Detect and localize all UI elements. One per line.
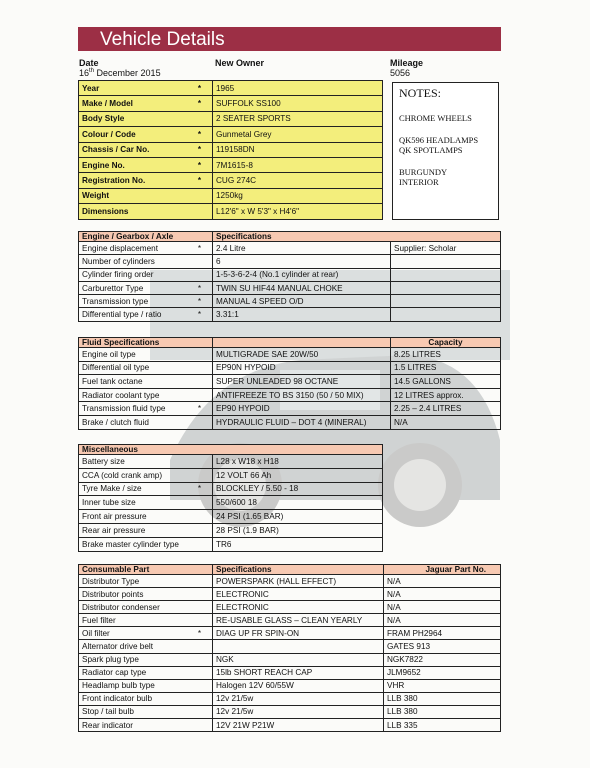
field-label: Engine No. * xyxy=(79,157,213,172)
part-number: N/A xyxy=(384,601,501,614)
misc-label: Brake master cylinder type xyxy=(79,537,213,551)
table-row xyxy=(79,388,501,402)
table-row xyxy=(79,666,501,679)
fluid-label: Engine oil type xyxy=(79,348,213,362)
spec-label: Carburettor Type * xyxy=(79,281,213,294)
part-spec: ELECTRONIC xyxy=(213,601,384,614)
misc-label: Tyre Make / size * xyxy=(79,482,213,496)
vehicle-identity-table xyxy=(78,80,383,220)
consumables-table xyxy=(78,564,501,732)
field-value: L12'6" x W 5'3" x H4'6" xyxy=(213,204,383,219)
note-line: BURGUNDY xyxy=(399,167,448,177)
fluid-spec: SUPER UNLEADED 98 OCTANE xyxy=(213,375,391,389)
spec-extra xyxy=(391,308,501,321)
part-number: GATES 913 xyxy=(384,640,501,653)
part-label: Oil filter * xyxy=(79,627,213,640)
table-row xyxy=(79,157,383,172)
table-row xyxy=(79,537,383,551)
field-value: 1965 xyxy=(213,81,383,96)
field-label: Chassis / Car No. * xyxy=(79,142,213,157)
required-mark: * xyxy=(197,99,201,109)
table-row xyxy=(79,81,383,96)
fluid-capacity: 8.25 LITRES xyxy=(391,348,501,362)
part-label: Rear indicator xyxy=(79,719,213,732)
part-label: Radiator cap type xyxy=(79,666,213,679)
spec-extra xyxy=(391,281,501,294)
field-label: Dimensions xyxy=(79,204,213,219)
note-line: CHROME WHEELS xyxy=(399,113,472,123)
misc-value: TR6 xyxy=(213,537,383,551)
note-line: QK SPOTLAMPS xyxy=(399,145,463,155)
table-row xyxy=(79,96,383,111)
fluid-spec: EP90 HYPOID xyxy=(213,402,391,416)
table-row xyxy=(79,627,501,640)
part-label: Spark plug type xyxy=(79,653,213,666)
spec-label: Differential type / ratio * xyxy=(79,308,213,321)
misc-value: BLOCKLEY / 5.50 - 18 xyxy=(213,482,383,496)
field-label: Body Style xyxy=(79,111,213,126)
fluid-label: Brake / clutch fluid xyxy=(79,415,213,429)
title-banner xyxy=(78,27,501,51)
part-number: NGK7822 xyxy=(384,653,501,666)
fluid-spec: ANTIFREEZE TO BS 3150 (50 / 50 MIX) xyxy=(213,388,391,402)
misc-value: 550/600 18 xyxy=(213,496,383,510)
misc-table xyxy=(78,444,383,552)
mileage-label: Mileage xyxy=(390,58,424,68)
table-row xyxy=(79,679,501,692)
misc-label: Rear air pressure xyxy=(79,523,213,537)
date-label: Date xyxy=(79,58,99,68)
part-number: LLB 380 xyxy=(384,692,501,705)
table-row xyxy=(79,455,383,469)
engine-head: Engine / Gearbox / Axle xyxy=(79,232,213,242)
table-row xyxy=(79,204,383,219)
consumables-spec-head: Specifications xyxy=(213,565,384,575)
consumables-part-head: Jaguar Part No. xyxy=(384,565,501,575)
spec-extra: Supplier: Scholar xyxy=(391,242,501,255)
part-spec xyxy=(213,640,384,653)
part-spec: 15lb SHORT REACH CAP xyxy=(213,666,384,679)
table-row xyxy=(79,127,383,142)
table-row xyxy=(79,255,501,268)
part-label: Stop / tail bulb xyxy=(79,705,213,718)
part-label: Distributor condenser xyxy=(79,601,213,614)
table-row xyxy=(79,468,383,482)
required-mark: * xyxy=(197,283,201,293)
table-row xyxy=(79,348,501,362)
field-value: 7M1615-8 xyxy=(213,157,383,172)
field-label: Registration No. * xyxy=(79,173,213,188)
notes-box xyxy=(392,82,499,220)
new-owner-label: New Owner xyxy=(215,58,265,68)
fluids-table xyxy=(78,337,501,430)
part-number: LLB 380 xyxy=(384,705,501,718)
part-label: Distributor points xyxy=(79,588,213,601)
note-line: QK596 HEADLAMPS xyxy=(399,135,479,145)
spec-label: Transmission type * xyxy=(79,295,213,308)
required-mark: * xyxy=(197,160,201,170)
field-value: 1250kg xyxy=(213,188,383,203)
misc-value: L28 x W18 x H18 xyxy=(213,455,383,469)
spec-value: 1-5-3-6-2-4 (No.1 cylinder at rear) xyxy=(213,268,391,281)
spec-label: Number of cylinders xyxy=(79,255,213,268)
fluid-spec: MULTIGRADE SAE 20W/50 xyxy=(213,348,391,362)
table-row xyxy=(79,575,501,588)
misc-value: 24 PSI (1.65 BAR) xyxy=(213,510,383,524)
field-label: Year * xyxy=(79,81,213,96)
table-row xyxy=(79,375,501,389)
part-label: Distributor Type xyxy=(79,575,213,588)
part-spec: DIAG UP FR SPIN-ON xyxy=(213,627,384,640)
part-number: N/A xyxy=(384,575,501,588)
field-value: CUG 274C xyxy=(213,173,383,188)
misc-value: 12 VOLT 66 Ah xyxy=(213,468,383,482)
required-mark: * xyxy=(197,129,201,139)
fluids-head: Fluid Specifications xyxy=(79,338,213,348)
fluid-spec: EP90N HYPOID xyxy=(213,361,391,375)
table-row xyxy=(79,268,501,281)
part-spec: NGK xyxy=(213,653,384,666)
part-number: N/A xyxy=(384,588,501,601)
table-row xyxy=(79,614,501,627)
field-value: SUFFOLK SS100 xyxy=(213,96,383,111)
required-mark: * xyxy=(197,310,201,320)
table-row xyxy=(79,588,501,601)
spec-value: 2.4 Litre xyxy=(213,242,391,255)
field-label: Colour / Code * xyxy=(79,127,213,142)
part-label: Headlamp bulb type xyxy=(79,679,213,692)
field-value: 2 SEATER SPORTS xyxy=(213,111,383,126)
part-spec: Halogen 12V 60/55W xyxy=(213,679,384,692)
fluids-capacity-head: Capacity xyxy=(391,338,501,348)
part-spec: 12V 21W P21W xyxy=(213,719,384,732)
fluid-label: Fuel tank octane xyxy=(79,375,213,389)
field-value: 119158DN xyxy=(213,142,383,157)
table-row xyxy=(79,173,383,188)
table-row xyxy=(79,692,501,705)
required-mark: * xyxy=(197,484,201,494)
fluid-capacity: N/A xyxy=(391,415,501,429)
notes-title: NOTES: xyxy=(399,86,441,100)
required-mark: * xyxy=(197,83,201,93)
part-spec: RE-USABLE GLASS – CLEAN YEARLY xyxy=(213,614,384,627)
part-number: FRAM PH2964 xyxy=(384,627,501,640)
part-number: LLB 335 xyxy=(384,719,501,732)
consumables-head: Consumable Part xyxy=(79,565,213,575)
table-row xyxy=(79,653,501,666)
part-label: Front indicator bulb xyxy=(79,692,213,705)
table-row xyxy=(79,308,501,321)
misc-label: Inner tube size xyxy=(79,496,213,510)
fluid-label: Transmission fluid type * xyxy=(79,402,213,416)
required-mark: * xyxy=(197,176,201,186)
table-row xyxy=(79,510,383,524)
mileage-value: 5056 xyxy=(390,68,411,78)
required-mark: * xyxy=(197,243,201,253)
fluid-capacity: 12 LITRES approx. xyxy=(391,388,501,402)
table-row xyxy=(79,402,501,416)
table-row xyxy=(79,111,383,126)
table-row xyxy=(79,281,501,294)
fluid-spec: HYDRAULIC FLUID – DOT 4 (MINERAL) xyxy=(213,415,391,429)
part-label: Alternator drive belt xyxy=(79,640,213,653)
required-mark: * xyxy=(197,404,201,414)
table-row xyxy=(79,242,501,255)
table-row xyxy=(79,295,501,308)
misc-label: Battery size xyxy=(79,455,213,469)
required-mark: * xyxy=(197,628,201,638)
required-mark: * xyxy=(197,296,201,306)
fluid-capacity: 14.5 GALLONS xyxy=(391,375,501,389)
table-row xyxy=(79,482,383,496)
field-label: Make / Model * xyxy=(79,96,213,111)
misc-head: Miscellaneous xyxy=(79,445,383,455)
part-number: VHR xyxy=(384,679,501,692)
field-label: Weight xyxy=(79,188,213,203)
spec-value: 6 xyxy=(213,255,391,268)
table-row xyxy=(79,496,383,510)
spec-extra xyxy=(391,268,501,281)
table-row xyxy=(79,523,383,537)
page-title: Vehicle Details xyxy=(100,29,225,50)
part-label: Fuel filter xyxy=(79,614,213,627)
table-row xyxy=(79,640,501,653)
spec-extra xyxy=(391,295,501,308)
part-spec: ELECTRONIC xyxy=(213,588,384,601)
spec-value: MANUAL 4 SPEED O/D xyxy=(213,295,391,308)
table-row xyxy=(79,705,501,718)
misc-value: 28 PSI (1.9 BAR) xyxy=(213,523,383,537)
note-line: INTERIOR xyxy=(399,177,439,187)
part-number: JLM9652 xyxy=(384,666,501,679)
spec-label: Cylinder firing order xyxy=(79,268,213,281)
part-spec: 12v 21/5w xyxy=(213,692,384,705)
table-row xyxy=(79,188,383,203)
misc-label: CCA (cold crank amp) xyxy=(79,468,213,482)
table-row xyxy=(79,601,501,614)
table-row xyxy=(79,415,501,429)
spec-value: TWIN SU HIF44 MANUAL CHOKE xyxy=(213,281,391,294)
spec-extra xyxy=(391,255,501,268)
engine-spec-head: Specifications xyxy=(213,232,501,242)
table-row xyxy=(79,142,383,157)
engine-table xyxy=(78,231,501,322)
table-row xyxy=(79,361,501,375)
part-spec: POWERSPARK (HALL EFFECT) xyxy=(213,575,384,588)
required-mark: * xyxy=(197,145,201,155)
part-number: N/A xyxy=(384,614,501,627)
part-spec: 12v 21/5w xyxy=(213,705,384,718)
spec-label: Engine displacement * xyxy=(79,242,213,255)
date-value: 16th December 2015 xyxy=(79,68,161,78)
table-row xyxy=(79,719,501,732)
field-value: Gunmetal Grey xyxy=(213,127,383,142)
fluid-label: Radiator coolant type xyxy=(79,388,213,402)
fluid-label: Differential oil type xyxy=(79,361,213,375)
misc-label: Front air pressure xyxy=(79,510,213,524)
fluid-capacity: 2.25 – 2.4 LITRES xyxy=(391,402,501,416)
fluid-capacity: 1.5 LITRES xyxy=(391,361,501,375)
spec-value: 3.31:1 xyxy=(213,308,391,321)
fluids-spec-head xyxy=(213,338,391,348)
